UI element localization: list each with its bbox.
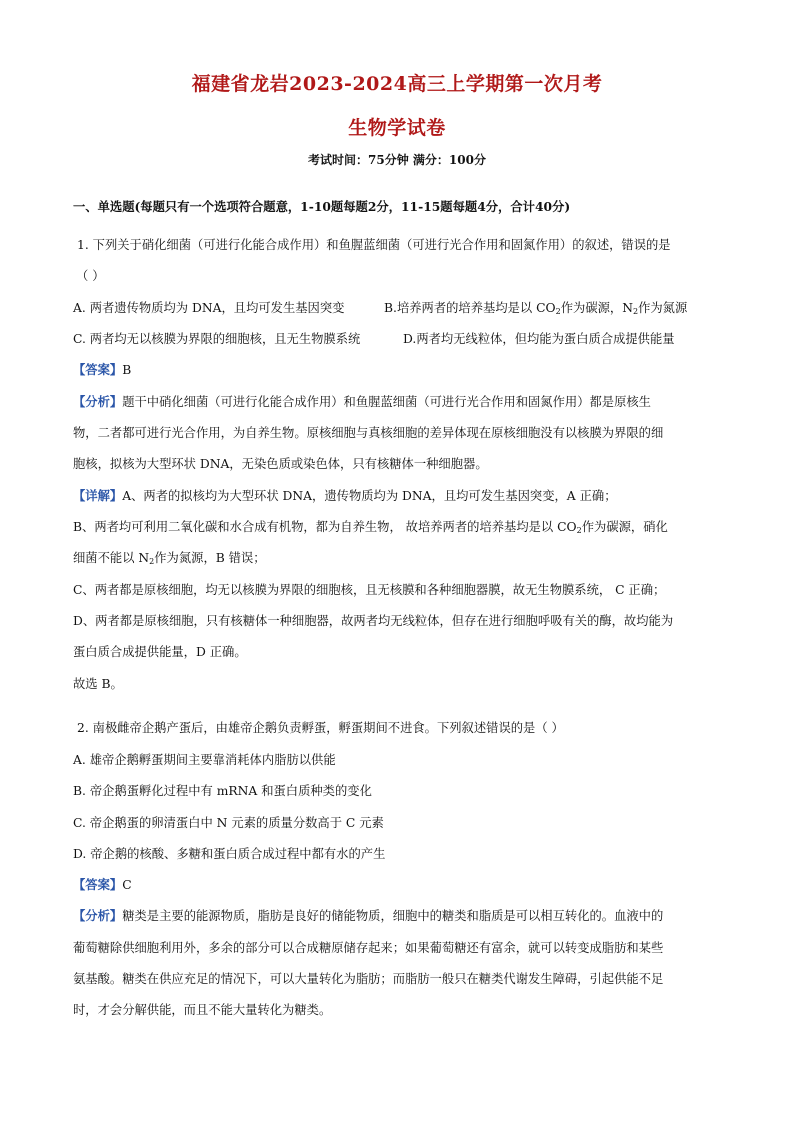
exam-title: 福建省龙岩2023-2024高三上学期第一次月考 (191, 73, 603, 95)
q2-option-a: A. 雄帝企鹅孵蛋期间主要靠消耗体内脂肪以供能 (73, 753, 336, 767)
analysis-tag: 【分析】 (73, 394, 123, 409)
q1-stem-line2: （ ） (76, 269, 105, 283)
q1-detail-d-line2: 蛋白质合成提供能量，D 正确。 (73, 645, 247, 659)
analysis-tag: 【分析】 (73, 908, 123, 923)
q2-option-b: B. 帝企鹅蛋孵化过程中有 mRNA 和蛋白质种类的变化 (73, 784, 372, 798)
q2-stem: 2. 南极雌帝企鹅产蛋后，由雄帝企鹅负责孵蛋，孵蛋期间不进食。下列叙述错误的是（ ） (77, 721, 564, 735)
exam-info: 考试时间：75分钟 满分：100分 (308, 153, 486, 167)
answer-tag: 【答案】 (73, 362, 123, 377)
exam-subject-title: 生物学试卷 (348, 117, 446, 139)
q1-detail-b-line1: B、两者均可利用二氧化碳和水合成有机物，都为自养生物， 故培养两者的培养基均是以 $CO_2$作为碳源，硝化 (73, 520, 668, 535)
q2-analysis-line2: 葡萄糖除供细胞利用外，多余的部分可以合成糖原储存起来；如果葡萄糖还有富余，就可以转变成脂肪和某些 (73, 941, 664, 955)
q2-answer: 【答案】C (73, 877, 132, 892)
q1-detail-c: C、两者都是原核细胞，均无以核膜为界限的细胞核，且无核膜和各种细胞器膜，故无生物膜系统， C 正确； (73, 583, 666, 597)
q1-option-b: B.培养两者的培养基均是以 $CO_2$作为碳源，$N_2$作为氮源 (384, 301, 688, 316)
q1-analysis-line2: 物，二者都可进行光合作用，为自养生物。原核细胞与真核细胞的差异体现在原核细胞没有以核膜为界限的细 (73, 426, 664, 440)
q2-option-c: C. 帝企鹅蛋的卵清蛋白中 N 元素的质量分数高于 C 元素 (73, 816, 384, 830)
q1-answer: 【答案】B (73, 362, 132, 377)
q2-analysis-line3: 氨基酸。糖类在供应充足的情况下，可以大量转化为脂肪；而脂肪一般只在糖类代谢发生障碍，引起供能不足 (73, 972, 664, 986)
q1-stem-line1: 1. 下列关于硝化细菌（可进行化能合成作用）和鱼腥蓝细菌（可进行光合作用和固氮作用）的叙述，错误的是 (77, 238, 671, 252)
q1-detail-a: 【详解】A、两者的拟核均为大型环状 DNA，遗传物质均为 DNA，且均可发生基因突变，A 正确； (73, 488, 617, 503)
q1-option-d: D.两者均无线粒体，但均能为蛋白质合成提供能量 (403, 332, 675, 346)
q1-option-c: C. 两者均无以核膜为界限的细胞核，且无生物膜系统 (73, 332, 361, 346)
q1-option-a: A. 两者遗传物质均为 DNA，且均可发生基因突变 (73, 301, 345, 315)
q1-conclusion: 故选 B。 (73, 677, 123, 691)
q1-analysis-line1: 【分析】题干中硝化细菌（可进行化能合成作用）和鱼腥蓝细菌（可进行光合作用和固氮作用）都是原核生 (73, 394, 651, 409)
q2-option-d: D. 帝企鹅的核酸、多糖和蛋白质合成过程中都有水的产生 (73, 847, 386, 861)
detail-tag: 【详解】 (73, 488, 123, 503)
q1-detail-b-line2: 细菌不能以 $N_2$作为氮源，B 错误； (73, 551, 266, 566)
section-heading: 一、单选题(每题只有一个选项符合题意，1-10题每题2分，11-15题每题4分，合计40分) (73, 199, 571, 214)
q2-analysis-line4: 时，才会分解供能，而且不能大量转化为糖类。 (73, 1003, 332, 1017)
answer-tag: 【答案】 (73, 877, 123, 892)
q1-detail-d-line1: D、两者都是原核细胞，只有核糖体一种细胞器，故两者均无线粒体，但存在进行细胞呼吸有关的酶，故均能为 (73, 614, 674, 628)
q1-analysis-line3: 胞核，拟核为大型环状 DNA，无染色质或染色体，只有核糖体一种细胞器。 (73, 457, 488, 471)
q2-analysis-line1: 【分析】糖类是主要的能源物质，脂肪是良好的储能物质，细胞中的糖类和脂质是可以相互转化的。血液中的 (73, 908, 664, 923)
